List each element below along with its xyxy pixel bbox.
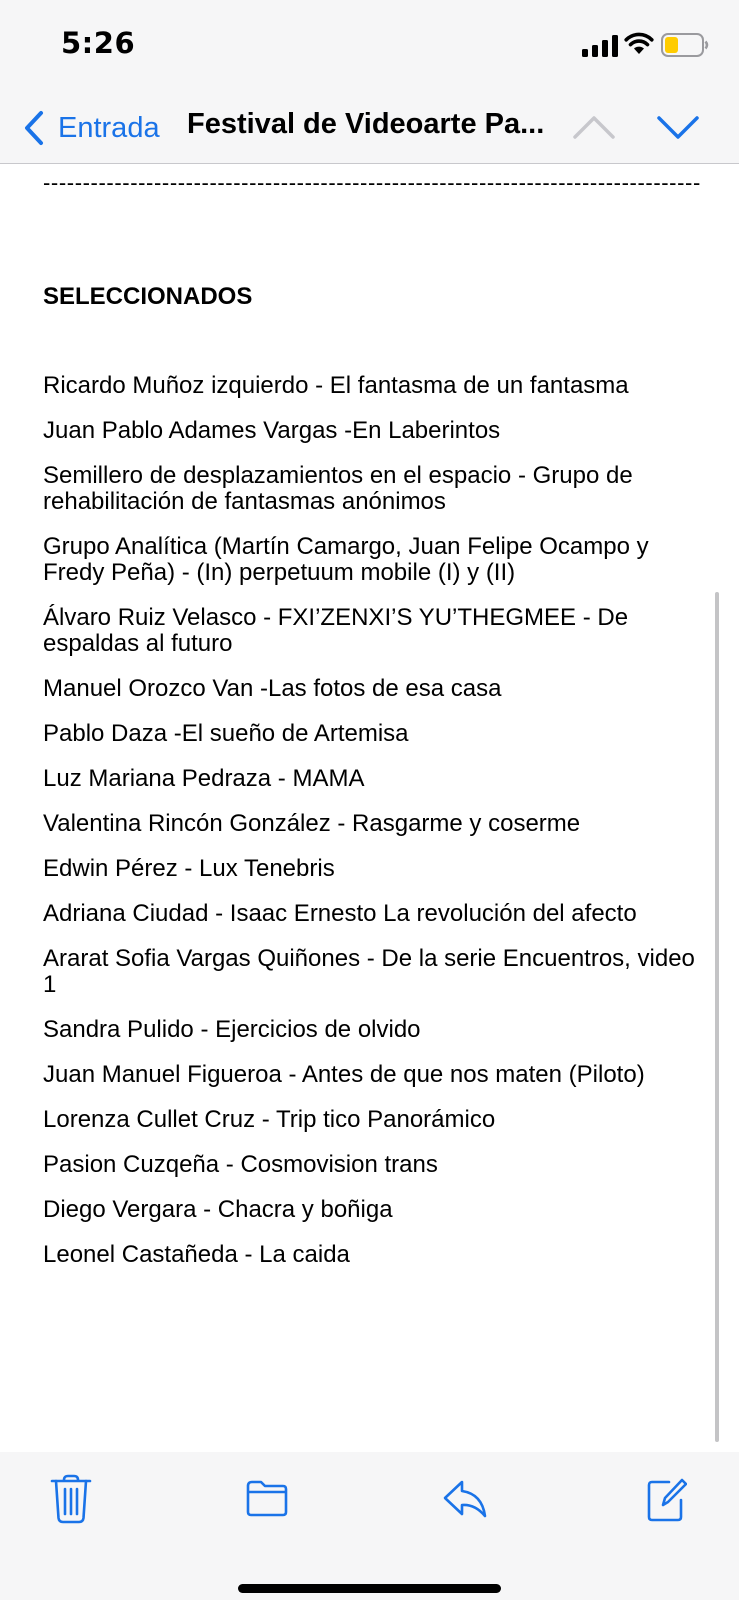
list-item: Grupo Analítica (Martín Camargo, Juan Felipe Ocampo y Fredy Peña) - (In) perpetuum mobile (I) y (II) [43, 533, 649, 586]
list-item: Leonel Castañeda - La caida [43, 1241, 350, 1268]
list-item: Juan Manuel Figueroa - Antes de que nos maten (Piloto) [43, 1061, 645, 1088]
list-item: Ararat Sofia Vargas Quiñones - De la serie Encuentros, video 1 [43, 945, 695, 998]
move-to-folder-button[interactable] [245, 1474, 289, 1524]
list-item: Edwin Pérez - Lux Tenebris [43, 855, 335, 882]
next-message-button[interactable] [656, 112, 700, 142]
trash-button[interactable] [50, 1474, 92, 1524]
message-nav-bar [0, 92, 739, 164]
list-item: Lorenza Cullet Cruz - Trip tico Panorámico [43, 1106, 496, 1133]
back-label: Entrada [58, 111, 160, 144]
email-body[interactable] [0, 165, 739, 1452]
list-item: Manuel Orozco Van -Las fotos de esa casa [43, 675, 502, 702]
home-indicator[interactable] [238, 1584, 501, 1593]
chevron-left-icon [22, 110, 46, 146]
list-item: Semillero de desplazamientos en el espacio - Grupo de rehabilitación de fantasmas anónimos [43, 462, 633, 515]
cellular-signal-icon [582, 35, 618, 57]
compose-button[interactable] [647, 1474, 687, 1524]
reply-button[interactable] [442, 1474, 488, 1524]
list-item: Adriana Ciudad - Isaac Ernesto La revolución del afecto [43, 900, 637, 927]
separator-line: ----------------------------------------------------------------------------------- [43, 170, 701, 195]
list-item: Pablo Daza -El sueño de Artemisa [43, 720, 409, 747]
reply-icon [442, 1474, 488, 1524]
battery-icon [661, 33, 709, 57]
list-item: Valentina Rincón González - Rasgarme y coserme [43, 810, 581, 837]
list-item: Sandra Pulido - Ejercicios de olvido [43, 1016, 421, 1043]
trash-icon [50, 1474, 92, 1524]
folder-icon [245, 1474, 289, 1524]
list-item: Diego Vergara - Chacra y boñiga [43, 1196, 393, 1223]
selected-works-list [43, 373, 703, 1287]
list-item: Ricardo Muñoz izquierdo - El fantasma de un fantasma [43, 372, 629, 399]
status-time: 5:26 [61, 26, 136, 60]
list-item: Juan Pablo Adames Vargas -En Laberintos [43, 417, 501, 444]
list-item: Álvaro Ruiz Velasco - FXI’ZENXI’S YU’THEGMEE - De espaldas al futuro [43, 604, 629, 657]
section-heading: SELECCIONADOS [43, 283, 253, 310]
vertical-scrollbar[interactable] [715, 592, 719, 1442]
status-bar [0, 0, 739, 92]
list-item: Luz Mariana Pedraza - MAMA [43, 765, 365, 792]
compose-icon [647, 1474, 687, 1524]
email-subject-title: Festival de Videoarte Pa... [187, 108, 545, 140]
previous-message-button[interactable] [572, 112, 616, 142]
wifi-icon [624, 31, 654, 55]
bottom-toolbar [0, 1452, 739, 1600]
list-item: Pasion Cuzqeña - Cosmovision trans [43, 1151, 438, 1178]
back-to-inbox-button[interactable] [22, 106, 160, 150]
